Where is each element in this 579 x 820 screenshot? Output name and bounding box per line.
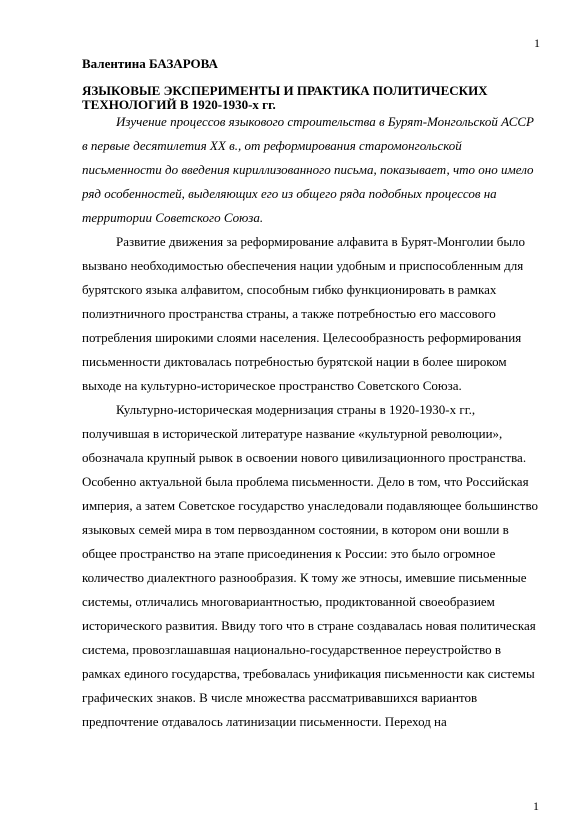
article-title: ЯЗЫКОВЫЕ ЭКСПЕРИМЕНТЫ И ПРАКТИКА ПОЛИТИЧЕСКИХ ТЕХНОЛОГИЙ В 1920-1930-х гг. (82, 83, 488, 112)
paragraph-1: Развитие движения за реформирование алфавита в Бурят-Монголии было вызвано необходимостью обеспечения нации удобным и приспособленным для бурятского языка алфавитом, способным гибко функционировать в рамках полиэтничного пространства страны, а также потребностью его массового потребления широкими слоями населения. Целесообразность реформирования письменности диктовалась потребностью бурятской нации в более широком выходе на культурно-историческое пространство Советского Союза. (82, 234, 526, 393)
document-body (82, 56, 542, 734)
paragraph-2: Культурно-историческая модернизация страны в 1920-1930-х гг., получившая в исторической литературе название «культурной революции», обозначала крупный рывок в освоении нового цивилизационного пространства. Особенно актуальной была проблема письменности. Дело в том, что Российская империя, а затем Советское государство унаследовали подавляющее большинство языковых семей мира в том первозданном состоянии, в котором они вошли в общее пространство на этапе присоединения к России: это было огромное количество диалектного разнообразия. К тому же этносы, имевшие письменные системы, отличались многовариантностью, продиктованной своеобразием исторического развития. Ввиду того что в стране создавалась новая политическая система, провозглашавшая национально-государственное переустройство в рамках единого государства, требовалась унификация письменности как системы графических знаков. В числе множества рассматривавшихся вариантов предпочтение отдавалось латинизации письменности. Переход на (82, 402, 538, 729)
author-name: Валентина БАЗАРОВА (82, 56, 218, 71)
abstract: Изучение процессов языкового строительства в Бурят-Монгольской АССР в первые десятилетия XX в., от реформирования старомонгольской письменности до введения кириллизованного письма, показывает, что оно имело ряд особенностей, выделяющих его из общего ряда подобных процессов на территории Советского Союза. (82, 114, 534, 225)
page-number-bottom: 1 (533, 799, 539, 813)
page-number-top: 1 (534, 36, 540, 50)
